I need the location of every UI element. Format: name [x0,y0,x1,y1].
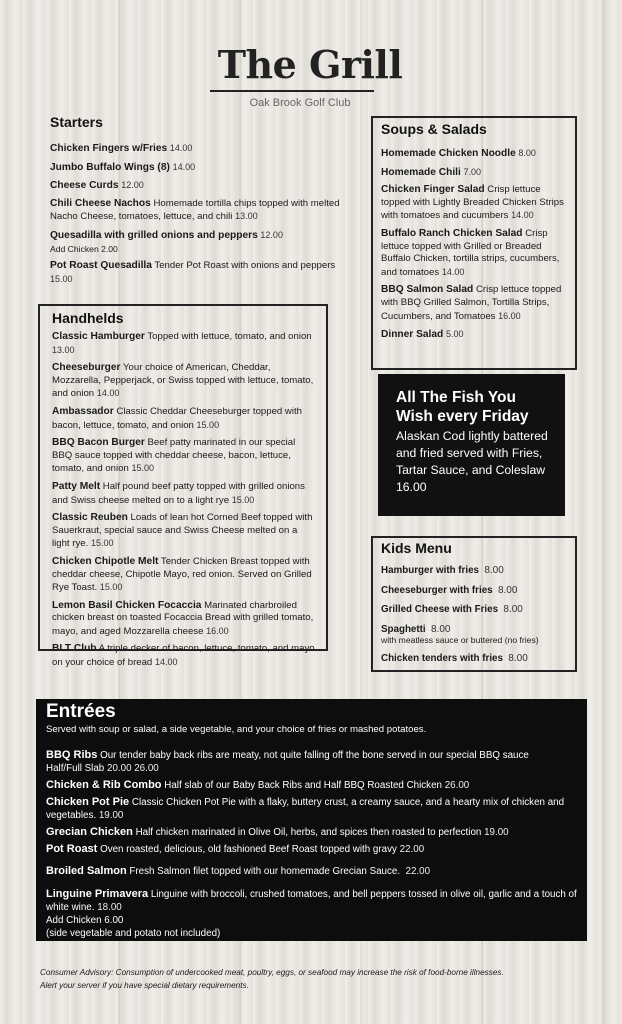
handhelds-title: Handhelds [52,310,124,326]
menu-item: Homemade Chili 7.00 [381,166,482,178]
advisory-line-1: Consumer Advisory: Consumption of undercooked meat, poultry, eggs, or seafood may increase the risk of food-borne illnesses. [40,968,504,977]
consumer-advisory [40,966,580,992]
menu-item: Grilled Cheese with Fries 8.00 [381,604,523,616]
menu-item: Lemon Basil Chicken Focaccia Marinated charbroiled chicken breast on toasted Focaccia Bread with grilled tomato, mayo, and aged Mozzarella cheese 16.00 [52,599,314,637]
advisory-line-2: Alert your server if you have special dietary requirements. [40,981,249,990]
logo-underline [210,90,374,92]
menu-item: Homemade Chicken Noodle 8.00 [381,148,536,159]
entrees-section [36,699,587,941]
menu-item: Buffalo Ranch Chicken Salad Crisp lettuce topped with Grilled or Breaded Buffalo Chicken, tortilla strips, cucumbers, and tomatoes 14.00 [381,227,560,278]
menu-item: Pot Roast Oven roasted, delicious, old fashioned Beef Roast topped with gravy 22.00 [46,843,425,855]
menu-item: Chicken Pot Pie Classic Chicken Pot Pie with a flaky, buttery crust, a creamy sauce, and a hearty mix of chicken and vegetables. 19.00 [46,796,565,821]
soups-salads-section [371,116,577,370]
restaurant-logo-title: The Grill [217,42,403,87]
menu-item: Chicken Fingers w/Fries 14.00 [50,143,193,154]
menu-item: Chili Cheese Nachos Homemade tortilla chips topped with melted Nacho Cheese, tomatoes, lettuce, and chili 13.00 [50,197,340,223]
menu-item: BBQ Bacon Burger Beef patty marinated in our special BBQ sauce topped with cheddar cheese, bacon, lettuce, tomato, and onion 15.00 [52,437,296,475]
menu-item: Quesadilla with grilled onions and peppers 12.00 Add Chicken 2.00 [50,229,283,254]
menu-item: Broiled Salmon Fresh Salmon filet topped with our homemade Grecian Sauce. 22.00 [46,865,431,877]
menu-item: BBQ Salmon Salad Crisp lettuce topped with BBQ Grilled Salmon, Tortilla Strips, Cucumbers, and Tomatoes 16.00 [381,284,562,322]
handhelds-section [38,304,328,669]
menu-item: Ambassador Classic Cheddar Cheeseburger topped with bacon, lettuce, tomato, and onion 15.00 [52,405,302,431]
menu-item: BLT Club A triple decker of bacon, lettuce, tomato, and mayo on your choice of bread 14.00 [52,643,315,669]
menu-item: Chicken Chipotle Melt Tender Chicken Breast topped with cheddar cheese, Chipotle Mayo, red onion. Served on Grilled Rye Toast. 15.00 [52,555,312,594]
fish-special-title: All The Fish You Wish every Friday [396,389,529,425]
soups-title: Soups & Salads [381,121,487,137]
menu-item: Cheese Curds 12.00 [50,180,144,192]
menu-item: Dinner Salad 5.00 [381,329,464,341]
menu-item: Chicken tenders with fries 8.00 [381,652,528,664]
menu-item: Chicken Finger Salad Crisp lettuce topped with Lightly Breaded Chicken Strips with tomatoes and cucumbers 14.00 [381,184,564,222]
kids-menu-section [371,536,577,672]
menu-item: Cheeseburger Your choice of American, Cheddar, Mozzarella, Pepperjack, or Swiss topped with lettuce, tomato, and onion 14.00 [52,362,314,400]
menu-item: Grecian Chicken Half chicken marinated in Olive Oil, herbs, and spices then roasted to perfection 19.00 [46,826,509,838]
menu-item: Pot Roast Quesadilla Tender Pot Roast with onions and peppers 15.00 [50,260,336,284]
starters-title: Starters [50,114,103,130]
menu-item: Jumbo Buffalo Wings (8) 14.00 [50,161,196,173]
menu-item: Cheeseburger with fries 8.00 [381,584,518,596]
entrees-title: Entrées [46,701,116,722]
menu-item: Chicken & Rib Combo Half slab of our Baby Back Ribs and Half BBQ Roasted Chicken 26.00 [46,779,470,791]
kids-title: Kids Menu [381,540,452,556]
menu-item: Patty Melt Half pound beef patty topped with grilled onions and Swiss cheese melted on to a light rye 15.00 [52,480,305,506]
menu-page [28,22,596,997]
menu-item: Spaghetti 8.00 with meatless sauce or buttered (no fries) [381,623,539,645]
restaurant-subtitle: Oak Brook Golf Club [249,97,351,109]
starters-section [50,114,350,291]
menu-item: Classic Reuben Loads of lean hot Corned Beef topped with Sauerkraut, special sauce and Swiss Cheese melted on a light rye. 15.00 [52,512,313,550]
menu-item: Hamburger with fries 8.00 [381,565,504,576]
menu-item: Linguine Primavera Linguine with broccoli, crushed tomatoes, and bell peppers tossed in olive oil, garlic and a touch of white wine. 18.00 Add Chicken 6.00 (side vegetable and potato not included) [46,888,577,939]
menu-item: Classic Hamburger Topped with lettuce, tomato, and onion 13.00 [52,331,312,355]
menu-item: BBQ Ribs Our tender baby back ribs are meaty, not quite falling off the bone served in our special BBQ sauce Half/Full Slab 20.00 26.00 [46,749,529,774]
fish-friday-special [378,374,565,516]
fish-special-description: Alaskan Cod lightly battered and fried served with Fries, Tartar Sauce, and Coleslaw 16.00 [396,429,548,494]
entrees-intro: Served with soup or salad, a side vegetable, and your choice of fries or mashed potatoes. [46,724,427,735]
